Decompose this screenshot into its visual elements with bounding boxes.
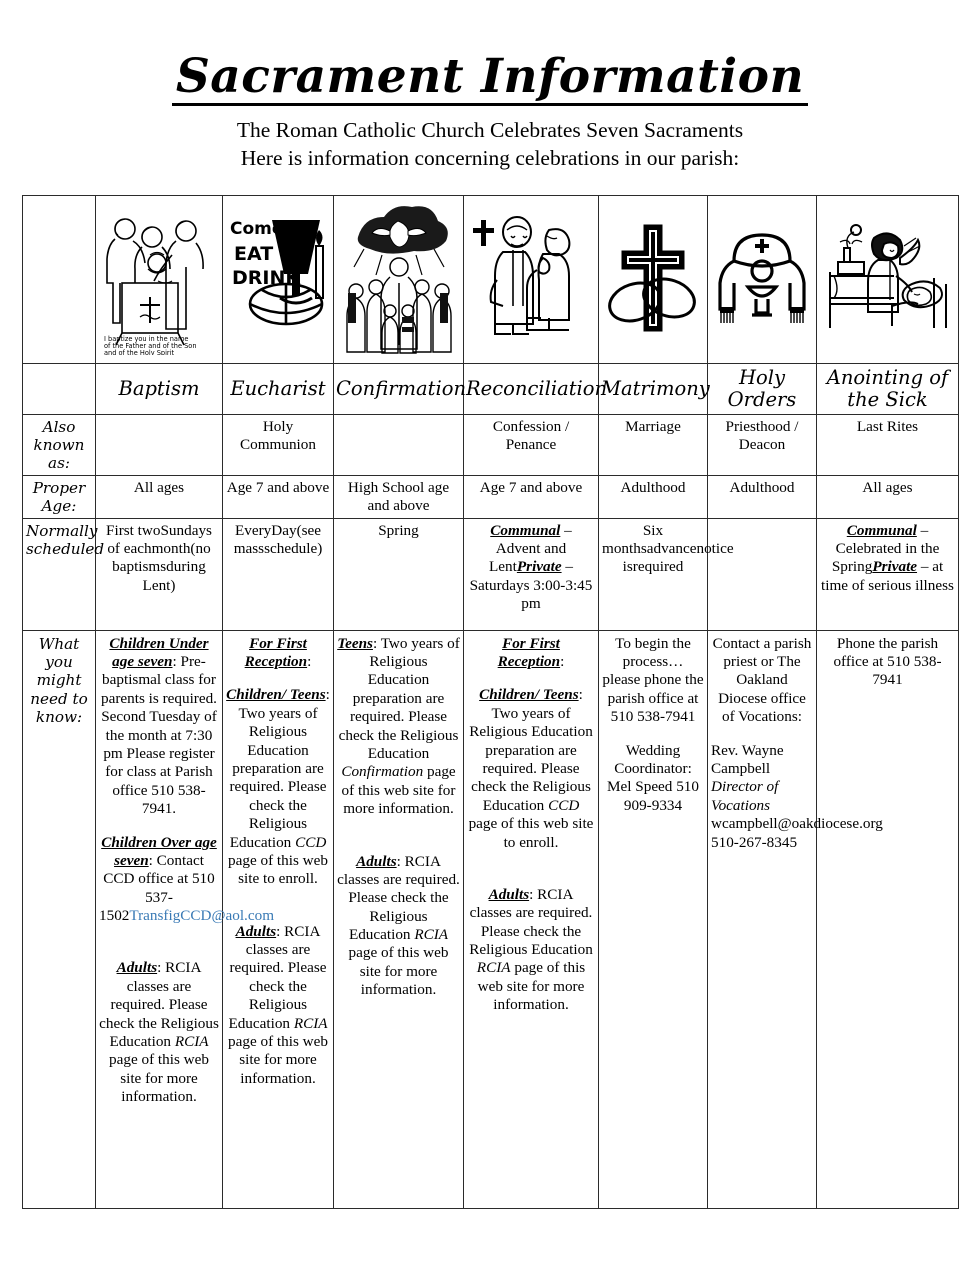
sched-eucharist: [223, 518, 334, 630]
text-plain: Every: [234, 521, 272, 539]
email-link[interactable]: TransfigCCD@aol.com: [129, 907, 275, 925]
text-plain: Contact a parish priest or The Oakland Diocese office of Vocations:: [712, 634, 812, 726]
text-plain: Phone the parish office at 510 538-7941: [833, 634, 942, 689]
sched-confirmation: [334, 518, 464, 630]
text-italic: RCIA: [174, 1033, 209, 1051]
text-plain: – Saturdays 3:00-3:45 pm: [469, 558, 593, 613]
text-plain: – at time of serious illness: [821, 558, 954, 594]
sched-reconciliation: [464, 518, 599, 630]
aka-holy-orders: Priesthood / Deacon: [708, 414, 817, 475]
sacrament-name-matrimony: Matrimony: [599, 364, 708, 415]
text-emphasis: For First Reception: [244, 634, 308, 670]
row-label-normally-scheduled: Normally scheduled: [23, 518, 96, 630]
spacer: [99, 925, 219, 959]
text-plain: : RCIA classes are required. Please check the Religious Education: [99, 959, 219, 1051]
text-plain: : Two years of Religious Education preparation are required. Please check the Religious Education: [229, 686, 330, 851]
text-plain: wcampbell@oakdiocese.org: [711, 815, 883, 833]
cell-paragraph: [820, 522, 955, 596]
text-emphasis: Communal: [490, 521, 561, 539]
text-plain: :: [560, 653, 565, 670]
sacrament-name-baptism: Baptism: [96, 364, 223, 415]
sched-holy-orders: [708, 518, 817, 630]
sacraments-table: [22, 195, 959, 1209]
text-plain: month: [151, 540, 191, 557]
text-plain: page of this web site to enroll.: [228, 851, 328, 888]
text-emphasis: Adults: [116, 959, 158, 977]
eucharist-text-eat: EAT: [234, 243, 274, 265]
text-plain: Wedding Coordinator: Mel Speed 510 909-9334: [607, 741, 699, 814]
text-plain: : RCIA classes are required. Please check the Religious Education: [469, 885, 593, 959]
row-label-need-to-know: What you might need to know:: [23, 630, 96, 1208]
text-plain: page of this web site for more information.: [228, 1033, 328, 1087]
cell-paragraph: [711, 742, 813, 779]
names-row-label: [23, 364, 96, 415]
cell-paragraph: [337, 522, 460, 540]
know-holy-orders: [708, 630, 883, 1208]
artwork-cell-matrimony: [599, 196, 708, 364]
text-italic: RCIA: [414, 926, 449, 944]
also-known-as-row: [23, 414, 959, 475]
spacer: [602, 727, 704, 742]
text-italic: CCD: [548, 796, 580, 814]
aka-matrimony: Marriage: [599, 414, 708, 475]
text-emphasis: Communal: [846, 521, 917, 539]
text-plain: Sundays of each: [107, 521, 212, 557]
text-emphasis: Children/ Teens: [226, 686, 326, 704]
text-plain: Day: [271, 521, 297, 539]
text-plain: (no baptisms: [112, 540, 211, 576]
cell-paragraph: [602, 742, 704, 816]
cell-paragraph: [602, 635, 704, 727]
cell-paragraph: [467, 635, 595, 672]
text-plain: : Contact CCD office at 510 537-1502: [99, 851, 215, 925]
cell-paragraph: [602, 521, 734, 577]
sched-matrimony: [599, 518, 734, 630]
spacer: [711, 727, 813, 742]
age-matrimony: Adulthood: [599, 475, 708, 518]
text-emphasis: Adults: [356, 852, 397, 870]
text-emphasis: Children Under age seven: [109, 634, 209, 670]
spacer: [99, 819, 219, 834]
know-anointing: [817, 630, 959, 1208]
subtitle-line-1: The Roman Catholic Church Celebrates Seven Sacraments: [236, 118, 744, 143]
cell-paragraph: [711, 834, 813, 852]
spacer: [467, 671, 595, 686]
aka-reconciliation: Confession / Penance: [464, 414, 599, 475]
text-plain: – Celebrated in the Spring: [831, 521, 940, 576]
text-plain: To begin the process… please phone the parish office at 510 538-7941: [602, 634, 704, 726]
cell-paragraph: [226, 522, 330, 559]
text-italic: RCIA: [476, 959, 511, 977]
cell-paragraph: [337, 853, 460, 1000]
text-plain: : Two years of Religious Education preparation are required. Please check the Religious Education: [469, 686, 593, 814]
svg-text:of the Father and of the Son: of the Father and of the Son: [104, 341, 197, 350]
cell-paragraph: [820, 635, 955, 690]
sacrament-name-eucharist: Eucharist: [223, 364, 334, 415]
artwork-row: [23, 196, 959, 364]
aka-confirmation: [334, 414, 464, 475]
text-plain: page of this web site for more information.: [348, 944, 449, 999]
age-reconciliation: Age 7 and above: [464, 475, 599, 518]
text-plain: during Lent): [142, 558, 206, 594]
text-plain: schedule): [264, 540, 323, 557]
text-emphasis: Adults: [235, 922, 277, 940]
cell-paragraph: [226, 923, 330, 1089]
know-baptism: [96, 630, 275, 1208]
age-baptism: All ages: [96, 475, 223, 518]
know-confirmation: [334, 630, 464, 1208]
text-plain: page of this web site for more information.: [109, 1051, 209, 1106]
text-italic: RCIA: [293, 1014, 328, 1032]
text-plain: (see mass: [233, 521, 322, 557]
row-label-proper-age: Proper Age:: [23, 475, 96, 518]
text-plain: : RCIA classes are required. Please check the Religious Education: [337, 852, 460, 944]
cell-paragraph: [711, 778, 813, 815]
cross-icon: [623, 226, 683, 330]
eucharist-text-drink: DRINK: [232, 267, 301, 289]
page-title: Sacrament Information: [172, 52, 808, 106]
artwork-cell-eucharist: [223, 196, 334, 364]
cross-wedding-rings-illustration: [601, 220, 705, 340]
age-holy-orders: Adulthood: [708, 475, 817, 518]
text-emphasis: Adults: [488, 885, 530, 903]
sacrament-name-confirmation: Confirmation: [334, 364, 464, 415]
aka-baptism: [96, 414, 223, 475]
svg-text:and of the Holy Spirit: and of the Holy Spirit: [104, 348, 175, 355]
normally-scheduled-row: [23, 518, 959, 630]
chalice-bread-illustration: [228, 212, 328, 347]
spacer: [467, 852, 595, 886]
text-plain: page of this web site for more information.: [477, 959, 586, 1014]
priest-penitent-illustration: [471, 210, 591, 350]
artwork-cell-confirmation: [334, 196, 464, 364]
text-plain: advance: [646, 540, 697, 557]
text-plain: : Pre-baptismal class for parents is required. Second Tuesday of the month at 7:30 pm Please register for class at Parish office 510 538-7941.: [101, 653, 217, 818]
text-plain: notice is: [622, 540, 734, 576]
cell-paragraph: [99, 522, 219, 596]
subtitle-line-2: Here is information concerning celebrations in our parish:: [240, 145, 740, 170]
text-plain: :: [307, 653, 312, 670]
cell-paragraph: [226, 686, 330, 888]
cell-paragraph: [99, 833, 275, 926]
svg-text:I baptize you in the name: I baptize you in the name: [104, 334, 189, 343]
cell-paragraph: [467, 686, 595, 852]
baptism-caption: [104, 335, 197, 355]
sacrament-name-reconciliation: Reconciliation: [464, 364, 599, 415]
text-plain: Spring: [378, 521, 419, 539]
chalice-stole-illustration: [710, 221, 814, 339]
text-emphasis: Children Over age seven: [101, 833, 217, 869]
cell-paragraph: [99, 635, 219, 819]
text-emphasis: Teens: [337, 634, 373, 652]
text-emphasis: Children/ Teens: [479, 686, 579, 704]
text-italic: Confirmation: [341, 763, 424, 781]
aka-anointing: Last Rites: [817, 414, 959, 475]
priest-anointing-sick-person-illustration: [822, 220, 954, 340]
artwork-cell-anointing: [817, 196, 959, 364]
cell-paragraph: [711, 635, 813, 727]
cell-paragraph: [99, 959, 219, 1106]
cell-paragraph: [467, 522, 595, 614]
text-italic: CCD: [295, 833, 327, 851]
text-plain: required: [632, 558, 684, 576]
cell-paragraph: [337, 635, 460, 819]
text-emphasis: For First Reception: [497, 634, 561, 670]
text-emphasis: Private: [516, 558, 562, 576]
cross-icon: [473, 220, 494, 246]
know-matrimony: [599, 630, 708, 1208]
text-italic: Director of Vocations: [711, 778, 779, 814]
holy-spirit-dove-congregation-illustration: [340, 205, 458, 355]
text-plain: page of this web site for more information.: [341, 763, 456, 818]
text-plain: page of this web site to enroll.: [468, 815, 594, 851]
age-anointing: All ages: [817, 475, 959, 518]
text-emphasis: Private: [872, 558, 918, 576]
text-plain: : Two years of Religious Education preparation are required. Please check the Religious Education: [338, 634, 460, 762]
sacrament-name-holy-orders: Holy Orders: [708, 364, 817, 415]
text-plain: : RCIA classes are required. Please check the Religious Education: [228, 922, 327, 1032]
age-eucharist: Age 7 and above: [223, 475, 334, 518]
spacer: [337, 819, 460, 853]
sacrament-names-row: [23, 364, 959, 415]
spacer: [226, 671, 330, 686]
know-reconciliation: [464, 630, 599, 1208]
text-plain: – Advent and Lent: [489, 521, 572, 576]
age-confirmation: High School age and above: [334, 475, 464, 518]
artwork-row-label: [23, 196, 96, 364]
cell-paragraph: [711, 815, 883, 833]
aka-eucharist: Holy Communion: [223, 414, 334, 475]
sched-baptism: [96, 518, 223, 630]
text-plain: Six months: [602, 521, 664, 557]
text-plain: Rev. Wayne Campbell: [711, 741, 784, 777]
sched-anointing: [817, 518, 959, 630]
text-plain: 510-267-8345: [711, 833, 798, 851]
cell-paragraph: [467, 886, 595, 1015]
text-plain: First two: [106, 521, 161, 539]
row-label-also-known-as: Also known as:: [23, 414, 96, 475]
sacrament-name-anointing: Anointing of the Sick: [817, 364, 959, 415]
artwork-cell-baptism: [96, 196, 223, 364]
cell-paragraph: [226, 635, 330, 672]
proper-age-row: [23, 475, 959, 518]
artwork-cell-holy-orders: [708, 196, 817, 364]
artwork-cell-reconciliation: [464, 196, 599, 364]
title-block: [0, 0, 980, 172]
baptism-illustration: [100, 205, 218, 355]
need-to-know-row: [23, 630, 959, 1208]
eucharist-text-come: Come: [230, 219, 284, 239]
